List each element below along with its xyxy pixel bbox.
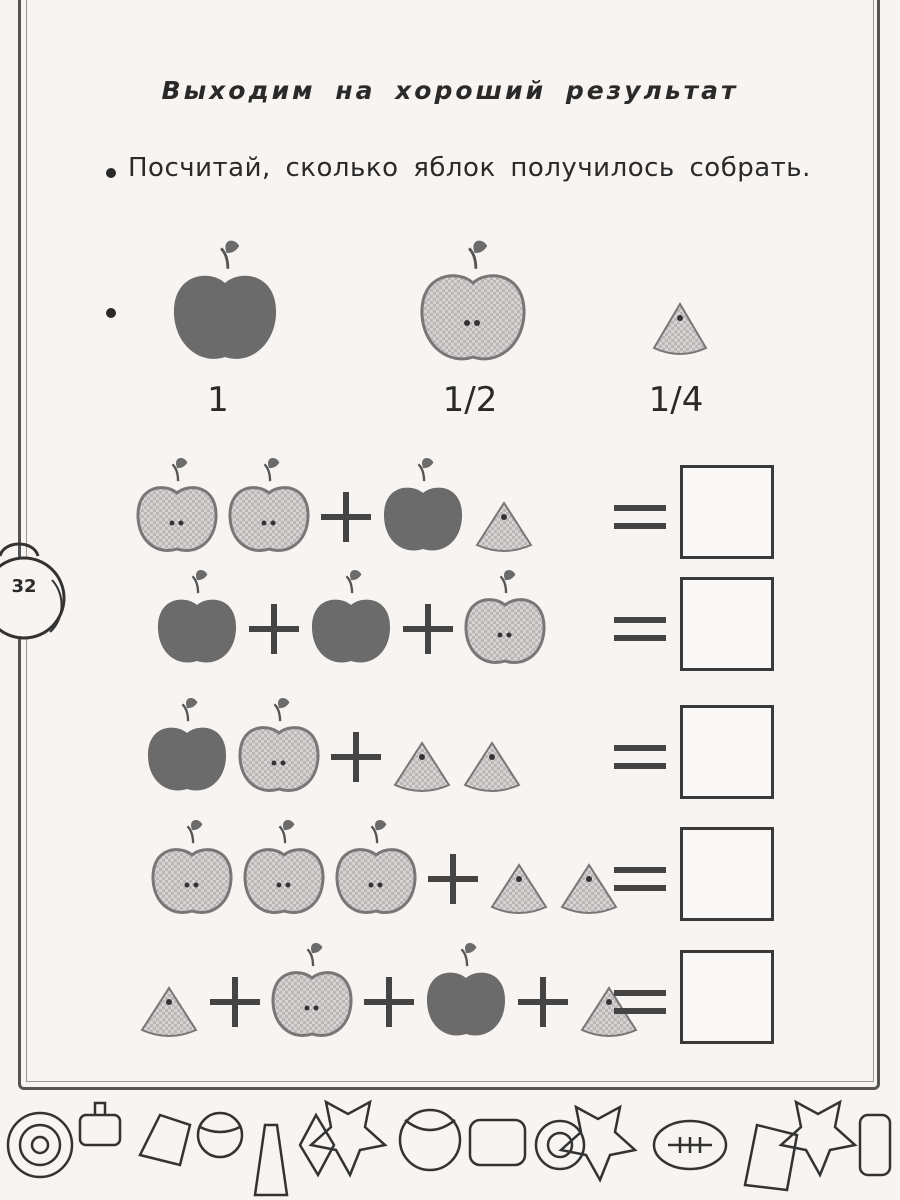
equals-sign [614,817,668,917]
half-apple-icon [227,455,311,555]
legend-label-half: 1/2 [442,380,498,420]
whole-apple-icon [170,235,280,365]
equation-row [0,940,900,1050]
plus-sign [319,455,373,555]
plus-sign [247,567,301,667]
plus-sign [362,940,416,1040]
equation-row [0,455,900,565]
plus-sign [426,817,480,917]
quarter-apple-icon [138,940,200,1040]
whole-apple-icon [155,567,239,667]
plus-sign [516,940,570,1040]
legend-bullet [106,308,116,318]
plus-sign [208,940,262,1040]
equals-sign [614,695,668,795]
answer-box[interactable] [680,705,774,799]
plus-sign [329,695,383,795]
equation-row [0,695,900,805]
answer-box[interactable] [680,577,774,671]
whole-apple-icon [381,455,465,555]
half-apple-icon [237,695,321,795]
whole-apple-icon [424,940,508,1040]
answer-box[interactable] [680,827,774,921]
whole-apple-icon [309,567,393,667]
equation-row [0,817,900,927]
quarter-apple-icon [488,817,550,917]
equation-row [0,567,900,677]
quarter-apple-icon [473,455,535,555]
sports-doodle-border [0,1085,900,1200]
answer-box[interactable] [680,465,774,559]
answer-box[interactable] [680,950,774,1044]
legend-label-whole: 1 [207,380,229,420]
equals-sign [614,940,668,1040]
instruction-text: Посчитай, сколько яблок получилось собрать. [128,153,811,183]
quarter-apple-icon [391,695,453,795]
quarter-apple-icon [461,695,523,795]
half-apple-icon [463,567,547,667]
half-apple-icon [334,817,418,917]
legend-label-quarter: 1/4 [648,380,704,420]
quarter-apple-icon [558,817,620,917]
half-apple-icon [242,817,326,917]
plus-sign [401,567,455,667]
page-title: Выходим на хороший результат [161,76,739,105]
equals-sign [614,455,668,555]
page-number: 32 [11,576,37,597]
equals-sign [614,567,668,667]
half-apple-icon [270,940,354,1040]
half-apple-icon [418,235,528,365]
half-apple-icon [135,455,219,555]
quarter-apple-icon [650,300,710,360]
half-apple-icon [150,817,234,917]
whole-apple-icon [145,695,229,795]
instruction-bullet [106,168,116,178]
